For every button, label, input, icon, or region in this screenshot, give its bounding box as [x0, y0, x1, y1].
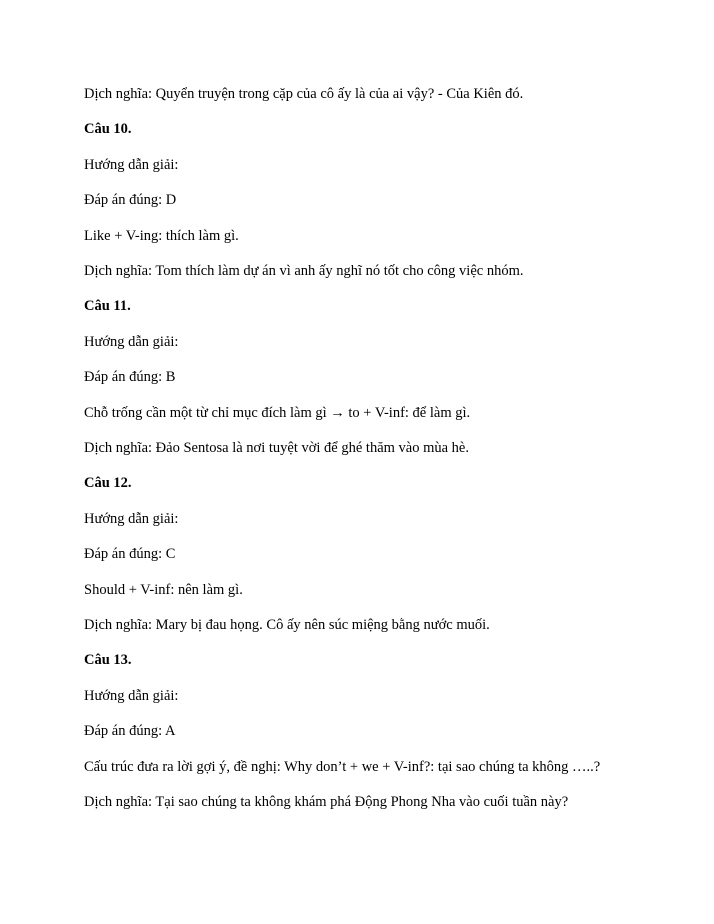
grammar-rule-line: Should + V-inf: nên làm gì. — [84, 582, 243, 598]
solution-guide-label: Hướng dẫn giải: — [84, 688, 179, 704]
correct-answer-line: Đáp án đúng: A — [84, 723, 176, 739]
solution-guide-label: Hướng dẫn giải: — [84, 157, 179, 173]
question-heading-10: Câu 10. — [84, 121, 132, 137]
solution-guide-label: Hướng dẫn giải: — [84, 511, 179, 527]
translation-line: Dịch nghĩa: Tại sao chúng ta không khám phá Động Phong Nha vào cuối tuần này? — [84, 794, 569, 810]
translation-line: Dịch nghĩa: Mary bị đau họng. Cô ấy nên súc miệng bằng nước muối. — [84, 617, 490, 633]
question-heading-11: Câu 11. — [84, 298, 131, 314]
grammar-rule-line: Chỗ trống cần một từ chỉ mục đích làm gì → to + V-inf: để làm gì. — [84, 405, 471, 421]
grammar-rule-line: Cấu trúc đưa ra lời gợi ý, đề nghị: Why don’t + we + V-inf?: tại sao chúng ta không …..? — [84, 759, 601, 775]
translation-line: Dịch nghĩa: Đảo Sentosa là nơi tuyệt vời để ghé thăm vào mùa hè. — [84, 440, 469, 456]
translation-line-q9: Dịch nghĩa: Quyển truyện trong cặp của cô ấy là của ai vậy? - Của Kiên đó. — [84, 86, 524, 102]
solution-guide-label: Hướng dẫn giải: — [84, 334, 179, 350]
translation-line: Dịch nghĩa: Tom thích làm dự án vì anh ấy nghĩ nó tốt cho công việc nhóm. — [84, 263, 524, 279]
question-heading-12: Câu 12. — [84, 475, 132, 491]
correct-answer-line: Đáp án đúng: C — [84, 546, 176, 562]
question-heading-13: Câu 13. — [84, 652, 132, 668]
correct-answer-line: Đáp án đúng: B — [84, 369, 176, 385]
grammar-rule-line: Like + V-ing: thích làm gì. — [84, 228, 239, 244]
correct-answer-line: Đáp án đúng: D — [84, 192, 177, 208]
